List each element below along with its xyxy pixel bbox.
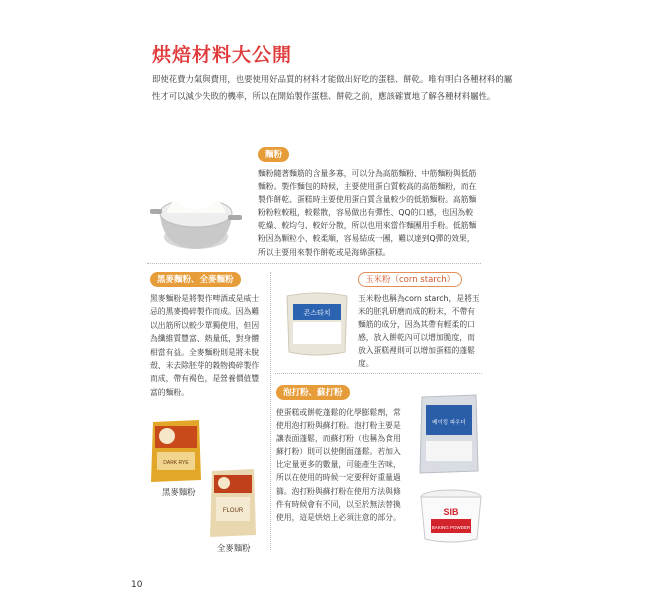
corn-pkg-label: 콘스타치 (303, 309, 331, 317)
dark-rye-package-photo (149, 418, 203, 484)
page-title: 烘焙材料大公開 (152, 44, 293, 66)
flour-bowl-photo (150, 165, 242, 260)
flour-label: 麵粉 (258, 147, 289, 162)
baking-powder-bag-photo (416, 393, 482, 475)
flour-text: 麵粉隨著麵筋的含量多寡，可以分為高筋麵粉、中筋麵粉與低筋麵粉。製作麵包的時候，主要使用蛋白質較高的高筋麵粉，而在製作餅乾、蛋糕時主要使用蛋白質含量較少的低筋麵粉。高筋麵粉粉粒較粗，較鬆散，容易做出有彈性、QQ的口感，也因為較乾燥、較均勻、較好分散，所以也用來當作麵團用手粉。低筋麵粉因為顆粒小、較柔順，容易結成一團，難以達到Q彈的效果，所以主要用來製作餅乾或是海綿蛋糕。 (258, 169, 477, 257)
baking-bag-label: 베이킹 파우더 (432, 420, 466, 426)
divider-vertical (270, 272, 271, 550)
rye-label: 黑麥麵粉、全麥麵粉 (150, 272, 241, 287)
rye-caption: 黑麥麵粉 (162, 487, 196, 497)
baking-label: 泡打粉、蘇打粉 (276, 385, 350, 400)
divider-right (275, 373, 482, 374)
intro-paragraph: 即使花費力氣與費用，也要使用好品質的材料才能做出好吃的蛋糕、餅乾。唯有明白各種材料的屬性才可以減少失敗的機率，所以在開始製作蛋糕、餅乾之前，應該確實地了解各種材料屬性。 (152, 74, 513, 101)
corn-starch-bag-photo (283, 290, 351, 358)
corn-label: 玉米粉（corn starch） (358, 272, 462, 287)
whole-wheat-pkg-text: FLOUR (222, 508, 244, 514)
dark-rye-pkg-text: DARK RYE (163, 460, 189, 466)
divider-top (147, 263, 481, 264)
whole-wheat-caption: 全麥麵粉 (217, 543, 251, 553)
baking-text: 使蛋糕或餅乾蓬鬆的化學膨鬆劑，常使用泡打粉與蘇打粉。泡打粉主要是讓表面蓬鬆，而蘇打粉（也稱為食用蘇打粉）則可以使側面蓬鬆。若加入比定量更多的數量，可能產生苦味，所以在使用的時候一定要秤好重量過篩。泡打粉與蘇打粉在使用方法與條件有時候會有不同，以至於無法替換使用，這是烘焙上必須注意的部分。 (276, 408, 401, 522)
baking-powder-tub-photo (419, 489, 483, 545)
tub-text: BAKING POWDER (431, 525, 471, 530)
tub-brand: SIB (443, 507, 459, 517)
whole-wheat-package-photo (208, 467, 258, 539)
corn-text: 玉米粉也稱為corn starch，是將玉米的胚乳研磨而成的粉末，不帶有麵筋的成分，因為其帶有輕柔的口感，放入餅乾內可以增加脆度，而放入蛋糕裡則可以增加蛋糕的蓬鬆度。 (358, 294, 480, 369)
rye-text: 黑麥麵粉是將製作啤酒或是威士忌的黑麥搗碎製作而成。因為難以出筋所以較少單獨使用，但因為纖維質豐富、熱量低，對身體相當有益。全麥麵粉則是將未脫殼、未去除胚芽的穀物搗碎製作而成，帶有褐色，是營養價值豐富的麵粉。 (150, 294, 260, 397)
page-number: 10 (131, 580, 143, 590)
